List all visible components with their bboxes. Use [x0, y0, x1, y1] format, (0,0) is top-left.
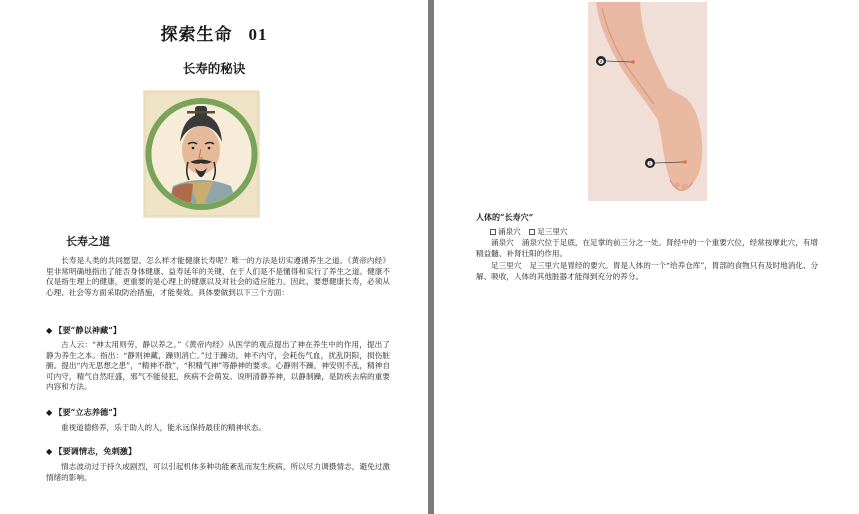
point-paragraph-2: 重视道德修养，乐于助人的人，能永远保持最佳的精神状态。 — [61, 423, 267, 432]
acupoint-2-marker: ❷ — [597, 57, 605, 66]
acupoint-paragraph-2 — [476, 261, 824, 282]
title-text: 探索生命 — [160, 25, 233, 45]
diamond-bullet-icon: ◆ — [46, 407, 53, 417]
page-subtitle: 长寿的秘诀 — [182, 61, 246, 76]
checkbox-icon — [529, 229, 535, 235]
sage-portrait-illustration — [143, 90, 260, 218]
point-paragraph-3: 情志波动过于持久或剧烈，可以引起机体多种功能紊乱而发生疾病，所以尽力调摄情志，避免过激情绪的影响。 — [46, 462, 390, 482]
diamond-bullet-icon: ◆ — [46, 325, 53, 335]
checkbox-icon — [490, 229, 496, 235]
acupoint-text-2: 足三里穴是胃经的要穴。胃是人体的一个“给养仓库”，胃部的食物只有及时地消化、分解、吸收，人体的其他脏器才能得到充分的养分。 — [476, 261, 819, 281]
intro-text: 长寿是人类的共同愿望。怎么样才能健康长寿呢？唯一的方法是切实遵循养生之道。《黄帝内经》里非常明确地指出了能否身体健康、益寿延年的关键，在于人们是不是懂得和实行了养生之道。健康不仅是指生理上的健康，更重要的是心理上的健康以及对社会的适应能力。因此，要想健康长寿，必须从心理、社会等方面采取防治措施，才能奏效。具体要做到以下三个方面： — [46, 256, 390, 297]
acupoint-name-2: 足三里穴 — [491, 261, 522, 270]
foot-acupoint-photo — [588, 2, 707, 201]
intro-paragraph — [46, 256, 390, 298]
section-title: 长寿之道 — [66, 235, 110, 248]
acupoint-label-1: 涌泉穴 — [498, 227, 521, 236]
acupoint-heading: 人体的“长寿穴” — [476, 212, 534, 222]
left-page — [0, 0, 428, 514]
point-heading-2: ◆ 【要“立志养德”】 — [46, 407, 122, 417]
acupoint-text-1: 涌泉穴位于足底，在足掌的前三分之一处。肾经中的一个重要穴位，经常按摩此穴，有增精益髓、补肾壮阳的作用。 — [476, 238, 818, 258]
point-heading-3: ◆ 【要调情志，免刺激】 — [46, 446, 137, 456]
chapter-number: 01 — [248, 25, 268, 44]
page-title — [0, 20, 428, 45]
acupoint-checklist — [476, 227, 824, 238]
acupoint-1-marker: ❶ — [646, 159, 654, 168]
point-heading-1: ◆ 【要“静以神藏”】 — [46, 325, 122, 335]
point-paragraph-1: 古人云：“神太用则劳，静以养之。”《黄帝内经》从医学的观点提出了神在养生中的作用，提出了静为养生之本。指出：“静则神藏，躁则消亡。”过于躁动，神不内守，会耗伤气血，扰乱阴阳，损伤脏腑。提出“内无思想之患”，“精神不散”，“积精气神”等静神的要求。心静则不躁，神安则不乱，精神自可内守，精气自然旺盛，邪气不能侵犯，疾病不会萌发。说明清静养神，以静制躁，是防疾去病的重要内容和方法。 — [46, 340, 390, 392]
acupoint-paragraph-1 — [476, 238, 824, 259]
diamond-bullet-icon: ◆ — [46, 446, 53, 456]
acupoint-name-1: 涌泉穴 — [491, 238, 514, 247]
acupoint-label-2: 足三里穴 — [537, 227, 568, 236]
